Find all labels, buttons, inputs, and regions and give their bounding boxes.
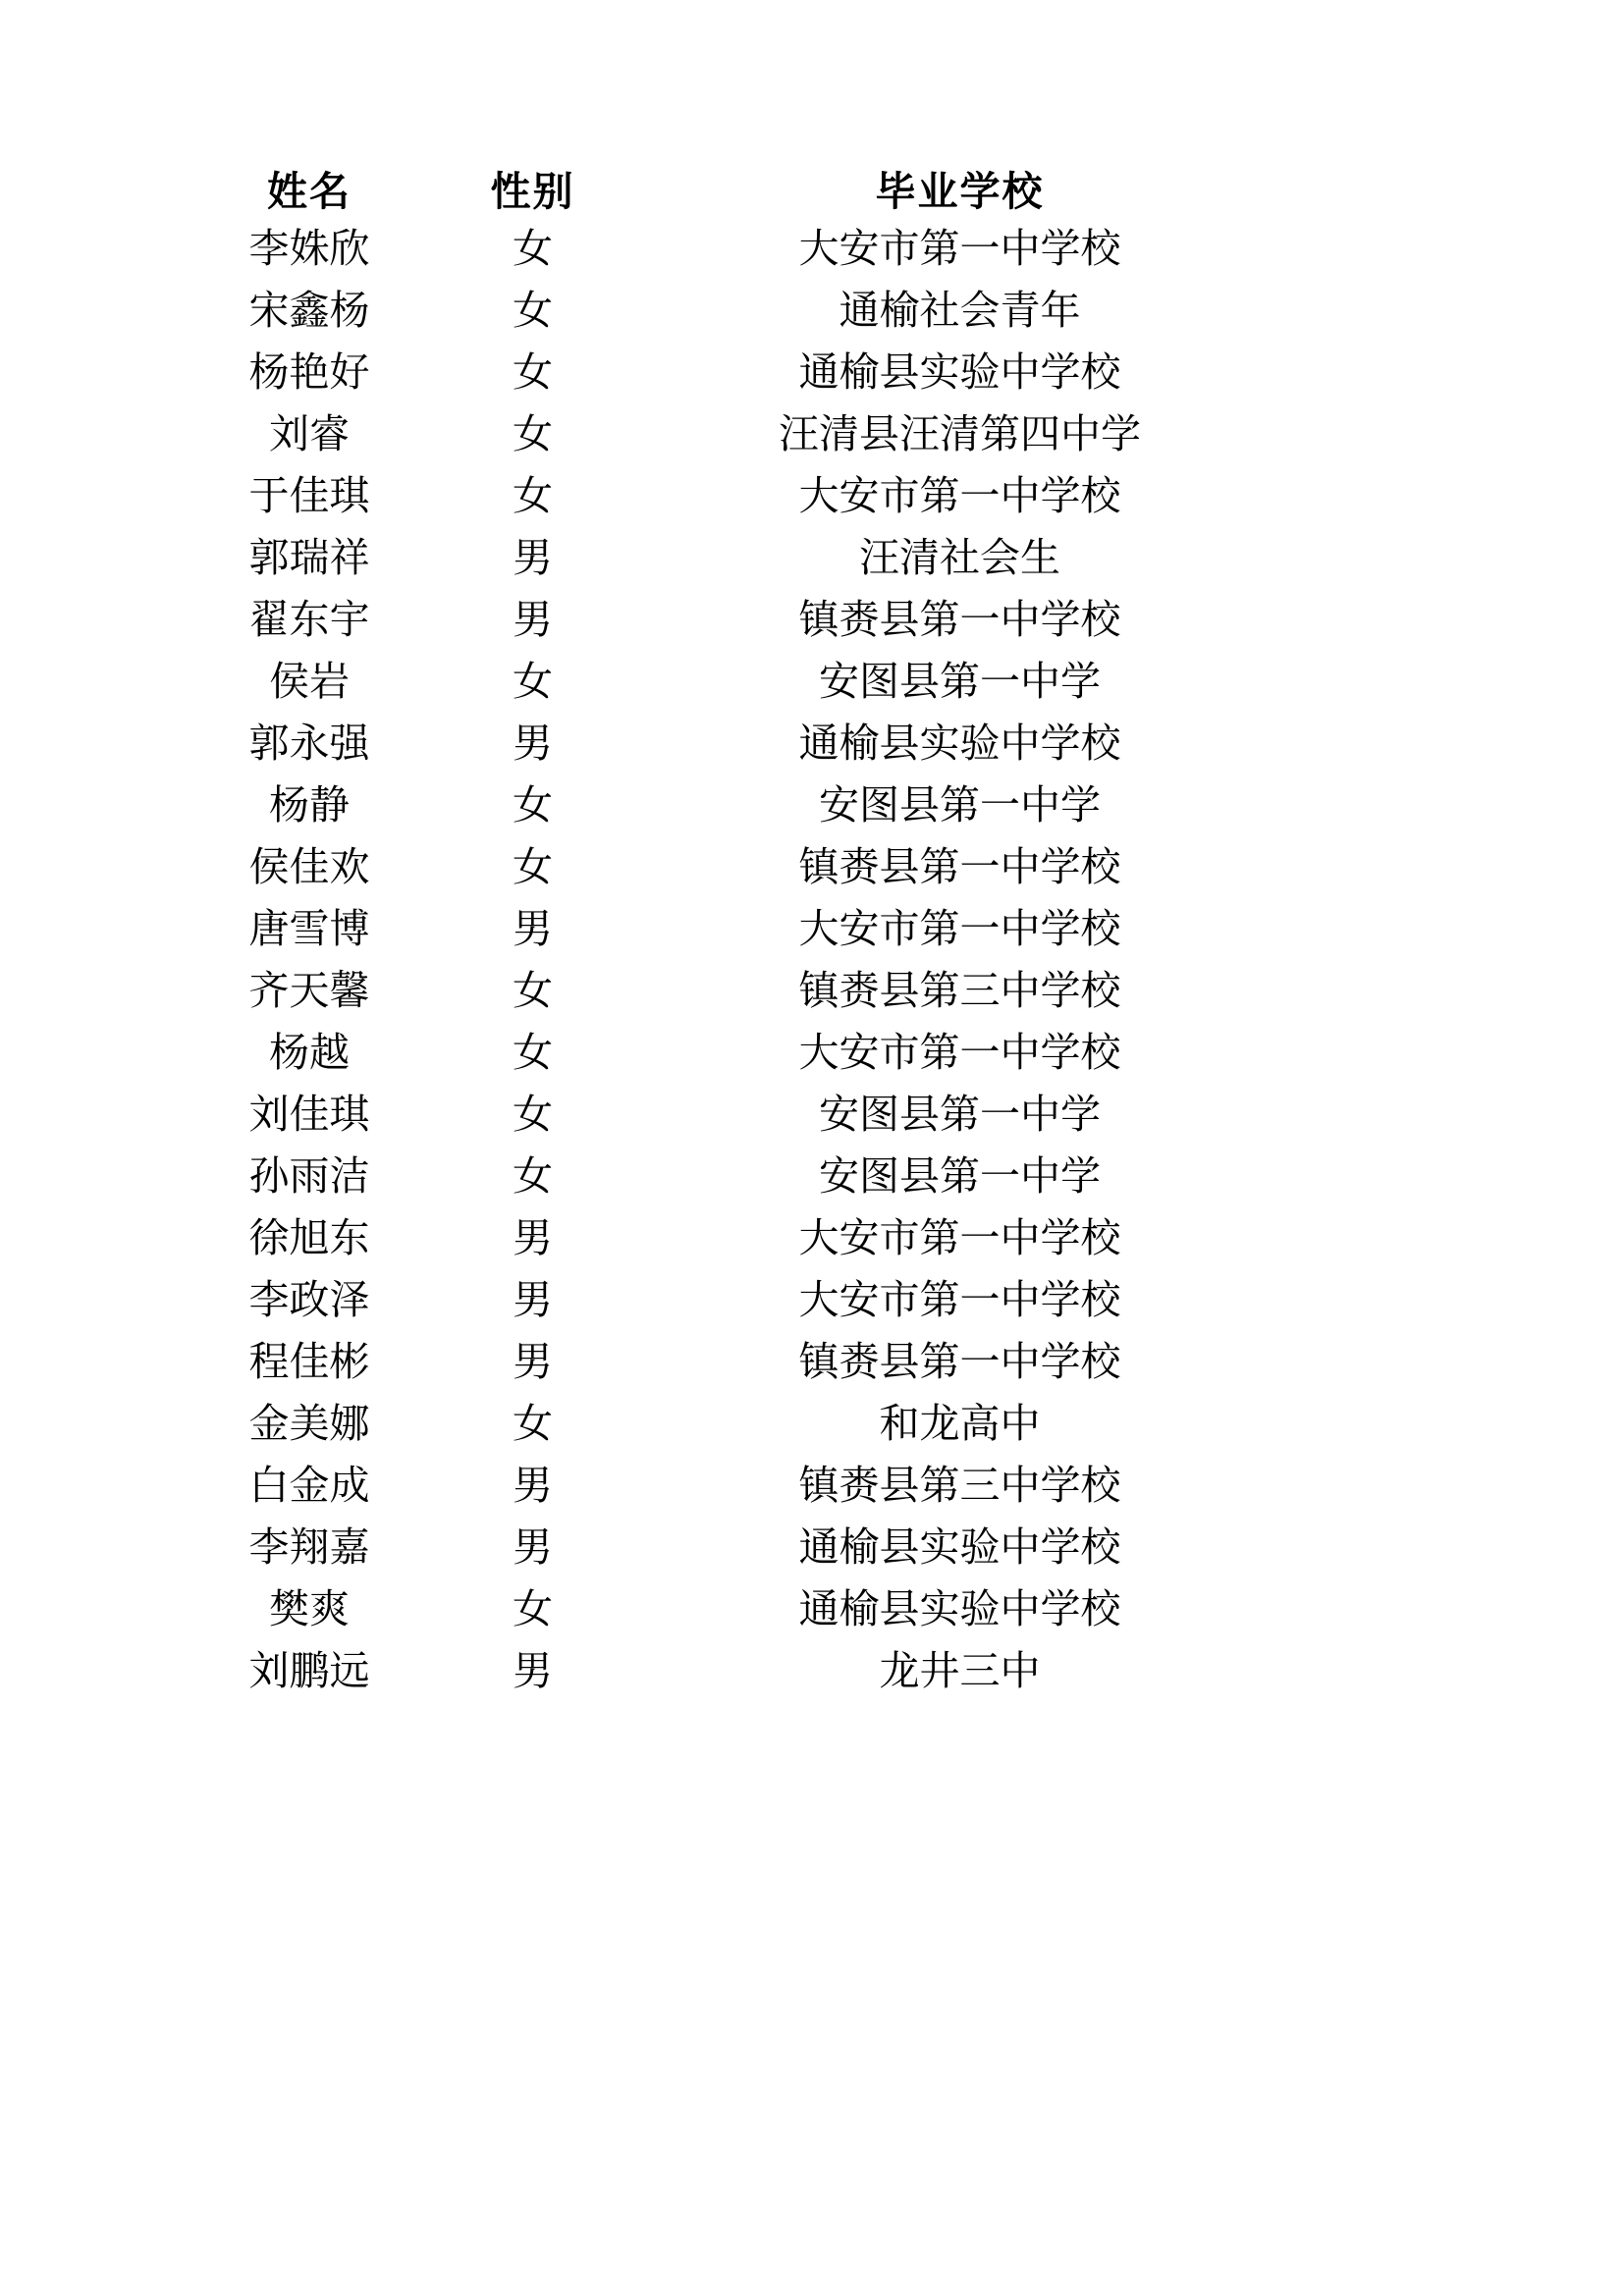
cell-school: 通榆县实验中学校 xyxy=(798,720,1121,767)
cell-name: 侯佳欢 xyxy=(248,843,370,890)
cell-school: 大安市第一中学校 xyxy=(798,1214,1121,1261)
table-row xyxy=(182,1393,1291,1455)
table-row xyxy=(182,898,1291,960)
cell-gender: 男 xyxy=(513,596,553,643)
cell-school: 镇赉县第三中学校 xyxy=(798,1462,1121,1509)
cell-name: 白金成 xyxy=(248,1462,370,1509)
cell-gender: 男 xyxy=(513,1647,553,1694)
cell-name: 李翔嘉 xyxy=(248,1523,370,1571)
table-row xyxy=(182,342,1291,403)
cell-school: 安图县第一中学 xyxy=(819,781,1101,828)
cell-school: 大安市第一中学校 xyxy=(798,1276,1121,1323)
cell-gender: 女 xyxy=(513,781,553,828)
cell-name: 程佳彬 xyxy=(248,1338,370,1385)
table-row xyxy=(182,1146,1291,1207)
cell-gender: 女 xyxy=(513,1400,553,1447)
cell-name: 李政泽 xyxy=(248,1276,370,1323)
column-header-school: 毕业学校 xyxy=(875,168,1045,215)
table-row xyxy=(182,960,1291,1022)
cell-name: 刘鹏远 xyxy=(248,1647,370,1694)
cell-school: 镇赉县第一中学校 xyxy=(798,843,1121,890)
table-row xyxy=(182,403,1291,465)
cell-school: 大安市第一中学校 xyxy=(798,1029,1121,1076)
cell-school: 镇赉县第三中学校 xyxy=(798,967,1121,1014)
cell-gender: 女 xyxy=(513,1091,553,1138)
table-header-row xyxy=(182,172,1291,218)
cell-name: 唐雪博 xyxy=(248,905,370,952)
cell-name: 李姝欣 xyxy=(248,225,370,272)
cell-school: 汪清县汪清第四中学 xyxy=(779,410,1141,457)
cell-name: 翟东宇 xyxy=(248,596,370,643)
cell-gender: 女 xyxy=(513,472,553,519)
table-row xyxy=(182,836,1291,898)
table-body xyxy=(182,218,1291,1702)
student-roster-table xyxy=(182,168,1291,1702)
cell-name: 金美娜 xyxy=(248,1400,370,1447)
cell-gender: 女 xyxy=(513,225,553,272)
table-row xyxy=(182,589,1291,651)
cell-name: 郭永强 xyxy=(248,720,370,767)
cell-school: 安图县第一中学 xyxy=(819,1152,1101,1200)
table-row xyxy=(182,1022,1291,1084)
cell-gender: 男 xyxy=(513,720,553,767)
cell-name: 杨越 xyxy=(269,1029,350,1076)
cell-gender: 女 xyxy=(513,348,553,396)
table-row xyxy=(182,527,1291,589)
cell-school: 大安市第一中学校 xyxy=(798,225,1121,272)
table-row xyxy=(182,1331,1291,1393)
column-header-name: 姓名 xyxy=(267,168,352,215)
table-header xyxy=(182,168,1291,218)
cell-gender: 女 xyxy=(513,843,553,890)
cell-name: 刘佳琪 xyxy=(248,1091,370,1138)
cell-name: 徐旭东 xyxy=(248,1214,370,1261)
cell-school: 镇赉县第一中学校 xyxy=(798,1338,1121,1385)
cell-gender: 女 xyxy=(513,410,553,457)
cell-name: 郭瑞祥 xyxy=(248,534,370,581)
cell-name: 樊爽 xyxy=(269,1585,350,1632)
cell-gender: 女 xyxy=(513,1585,553,1632)
cell-school: 安图县第一中学 xyxy=(819,658,1101,705)
cell-gender: 男 xyxy=(513,1276,553,1323)
cell-school: 通榆县实验中学校 xyxy=(798,1523,1121,1571)
cell-gender: 男 xyxy=(513,1338,553,1385)
cell-name: 杨静 xyxy=(269,781,350,828)
table-row xyxy=(182,1455,1291,1517)
cell-name: 侯岩 xyxy=(269,658,350,705)
cell-gender: 女 xyxy=(513,287,553,334)
cell-school: 和龙高中 xyxy=(879,1400,1041,1447)
cell-gender: 男 xyxy=(513,905,553,952)
cell-name: 杨艳好 xyxy=(248,348,370,396)
cell-gender: 女 xyxy=(513,1152,553,1200)
cell-school: 龙井三中 xyxy=(879,1647,1041,1694)
table-row xyxy=(182,218,1291,280)
table-row xyxy=(182,1269,1291,1331)
cell-gender: 男 xyxy=(513,534,553,581)
cell-gender: 女 xyxy=(513,967,553,1014)
cell-name: 宋鑫杨 xyxy=(248,287,370,334)
table-row xyxy=(182,1084,1291,1146)
table-row xyxy=(182,465,1291,527)
cell-gender: 女 xyxy=(513,658,553,705)
cell-gender: 男 xyxy=(513,1523,553,1571)
cell-name: 刘睿 xyxy=(269,410,350,457)
cell-school: 通榆县实验中学校 xyxy=(798,348,1121,396)
cell-name: 于佳琪 xyxy=(248,472,370,519)
cell-school: 安图县第一中学 xyxy=(819,1091,1101,1138)
table-row xyxy=(182,1517,1291,1578)
cell-gender: 女 xyxy=(513,1029,553,1076)
cell-school: 大安市第一中学校 xyxy=(798,472,1121,519)
table-row xyxy=(182,280,1291,342)
column-header-gender: 性别 xyxy=(490,168,575,215)
cell-school: 镇赉县第一中学校 xyxy=(798,596,1121,643)
cell-name: 齐天馨 xyxy=(248,967,370,1014)
cell-name: 孙雨洁 xyxy=(248,1152,370,1200)
table-row xyxy=(182,1578,1291,1640)
cell-school: 通榆社会青年 xyxy=(839,287,1081,334)
table-row xyxy=(182,774,1291,836)
cell-gender: 男 xyxy=(513,1214,553,1261)
table-row xyxy=(182,1207,1291,1269)
table-row xyxy=(182,1640,1291,1702)
cell-gender: 男 xyxy=(513,1462,553,1509)
cell-school: 汪清社会生 xyxy=(859,534,1060,581)
cell-school: 通榆县实验中学校 xyxy=(798,1585,1121,1632)
cell-school: 大安市第一中学校 xyxy=(798,905,1121,952)
table-row xyxy=(182,713,1291,774)
table-row xyxy=(182,651,1291,713)
